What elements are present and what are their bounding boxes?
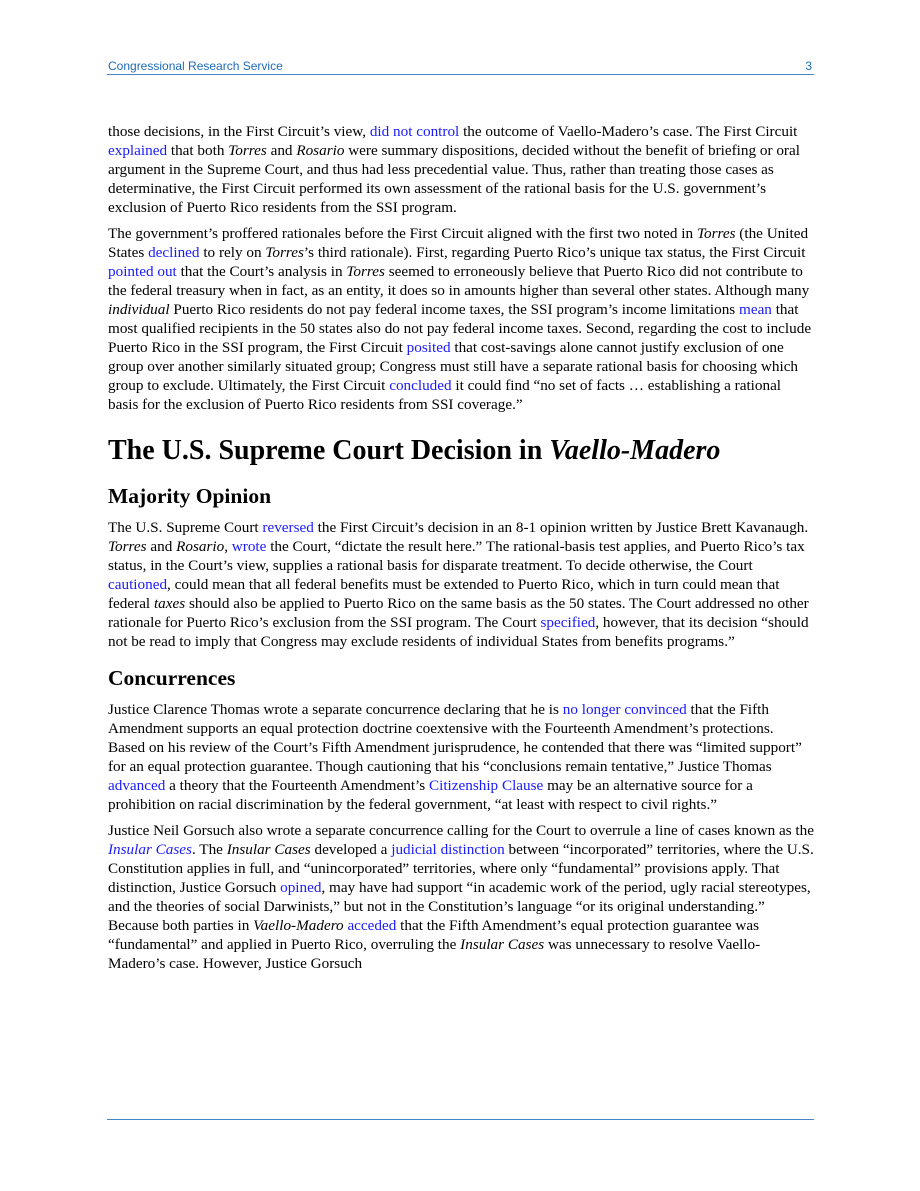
link-explained[interactable]: explained xyxy=(108,142,168,159)
document-body xyxy=(108,122,814,980)
link-pointed-out[interactable]: pointed out xyxy=(108,263,177,280)
link-wrote[interactable]: wrote xyxy=(231,538,267,555)
link-posited[interactable]: posited xyxy=(406,339,451,356)
link-specified[interactable]: specified xyxy=(540,614,596,631)
link-citizenship-clause[interactable]: Citizenship Clause xyxy=(428,777,544,794)
subheading-concurrences: Concurrences xyxy=(108,666,236,690)
link-advanced[interactable]: advanced xyxy=(108,777,166,794)
footer-rule xyxy=(107,1119,814,1120)
link-mean[interactable]: mean xyxy=(739,301,772,318)
link-acceded[interactable]: acceded xyxy=(347,917,397,934)
paragraph-gorsuch-concurrence: Justice Neil Gorsuch also wrote a separate concurrence calling for the Court to overrule a line of cases known as the Insular Cases. The Insular Cases developed a judicial distinction between “incorporated” territories, where the U.S. Constitution applies in full, and “unincorporated” territories, where only “fundamental” provisions apply. That distinction, Justice Gorsuch opined, may have had support “in academic work of the period, ugly racial stereotypes, and the theories of social Darwinists,” but not in the Constitution’s language “or its original understanding.” Because both parties in Vaello-Madero acceded that the Fifth Amendment’s equal protection guarantee was “fundamental” and applied in Puerto Rico, overruling the Insular Cases was unnecessary to resolve Vaello-Madero’s case. However, Justice Gorsuch xyxy=(108,822,814,972)
link-no-longer-convinced[interactable]: no longer convinced xyxy=(562,701,687,718)
link-cautioned[interactable]: cautioned xyxy=(108,576,168,593)
paragraph-majority-opinion: The U.S. Supreme Court reversed the First Circuit’s decision in an 8-1 opinion written by Justice Brett Kavanaugh. Torres and Rosario, wrote the Court, “dictate the result here.” The rational-basis test applies, and Puerto Rico’s tax status, in the Court’s view, supplies a rational basis for disparate treatment. To decide otherwise, the Court cautioned, could mean that all federal benefits must be extended to Puerto Rico, which in turn could mean that federal taxes should also be applied to Puerto Rico on the same basis as the 50 states. The Court addressed no other rationale for Puerto Rico’s exclusion from the SSI program. The Court specified, however, that its decision “should not be read to imply that Congress may exclude residents of individual States from benefits programs.” xyxy=(108,519,809,650)
link-insular-cases[interactable]: Insular Cases xyxy=(108,841,192,858)
header-org-name: Congressional Research Service xyxy=(108,59,283,73)
subheading-majority-opinion: Majority Opinion xyxy=(108,484,272,508)
paragraph-first-circuit-review: those decisions, in the First Circuit’s view, did not control the outcome of Vaello-Madero’s case. The First Circuit explained that both Torres and Rosario were summary dispositions, decided without the benefit of briefing or oral argument in the Supreme Court, and thus had less precedential value. Thus, rather than treating those cases as determinative, the First Circuit performed its own assessment of the rational basis for the U.S. government’s exclusion of Puerto Rico residents from the SSI program. xyxy=(108,123,800,216)
link-did-not-control[interactable]: did not control xyxy=(369,123,460,140)
link-concluded[interactable]: concluded xyxy=(389,377,452,394)
section-heading-supreme-court-decision: The U.S. Supreme Court Decision in Vaello-Madero xyxy=(108,435,721,466)
link-opined[interactable]: opined xyxy=(280,879,322,896)
paragraph-thomas-concurrence: Justice Clarence Thomas wrote a separate concurrence declaring that he is no longer convinced that the Fifth Amendment supports an equal protection doctrine coextensive with the Fourteenth Amendment’s protections. Based on his review of the Court’s Fifth Amendment jurisprudence, he contended that there was “limited support” for an equal protection guarantee. Though cautioning that his “conclusions remain tentative,” Justice Thomas advanced a theory that the Fourteenth Amendment’s Citizenship Clause may be an alternative source for a prohibition on racial discrimination by the federal government, “at least with respect to civil rights.” xyxy=(108,701,802,813)
page-header xyxy=(107,58,814,75)
paragraph-government-rationales: The government’s proffered rationales before the First Circuit aligned with the first two noted in Torres (the United States declined to rely on Torres’s third rationale). First, regarding Puerto Rico’s unique tax status, the First Circuit pointed out that the Court’s analysis in Torres seemed to erroneously believe that Puerto Rico did not contribute to the federal treasury when in fact, as an entity, it does so in amounts higher than several other states. Although many individual Puerto Rico residents do not pay federal income taxes, the SSI program’s income limitations mean that most qualified recipients in the 50 states also do not pay federal income taxes. Second, regarding the cost to include Puerto Rico in the SSI program, the First Circuit posited that cost-savings alone cannot justify exclusion of one group over another similarly situated group; Congress must still have a separate rational basis for choosing which group to exclude. Ultimately, the First Circuit concluded it could find “no set of facts … establishing a rational basis for the exclusion of Puerto Rico residents from SSI coverage.” xyxy=(108,225,812,413)
link-reversed[interactable]: reversed xyxy=(262,519,314,536)
link-judicial-distinction[interactable]: judicial distinction xyxy=(391,841,505,858)
page-number: 3 xyxy=(805,59,812,73)
link-declined[interactable]: declined xyxy=(148,244,200,261)
